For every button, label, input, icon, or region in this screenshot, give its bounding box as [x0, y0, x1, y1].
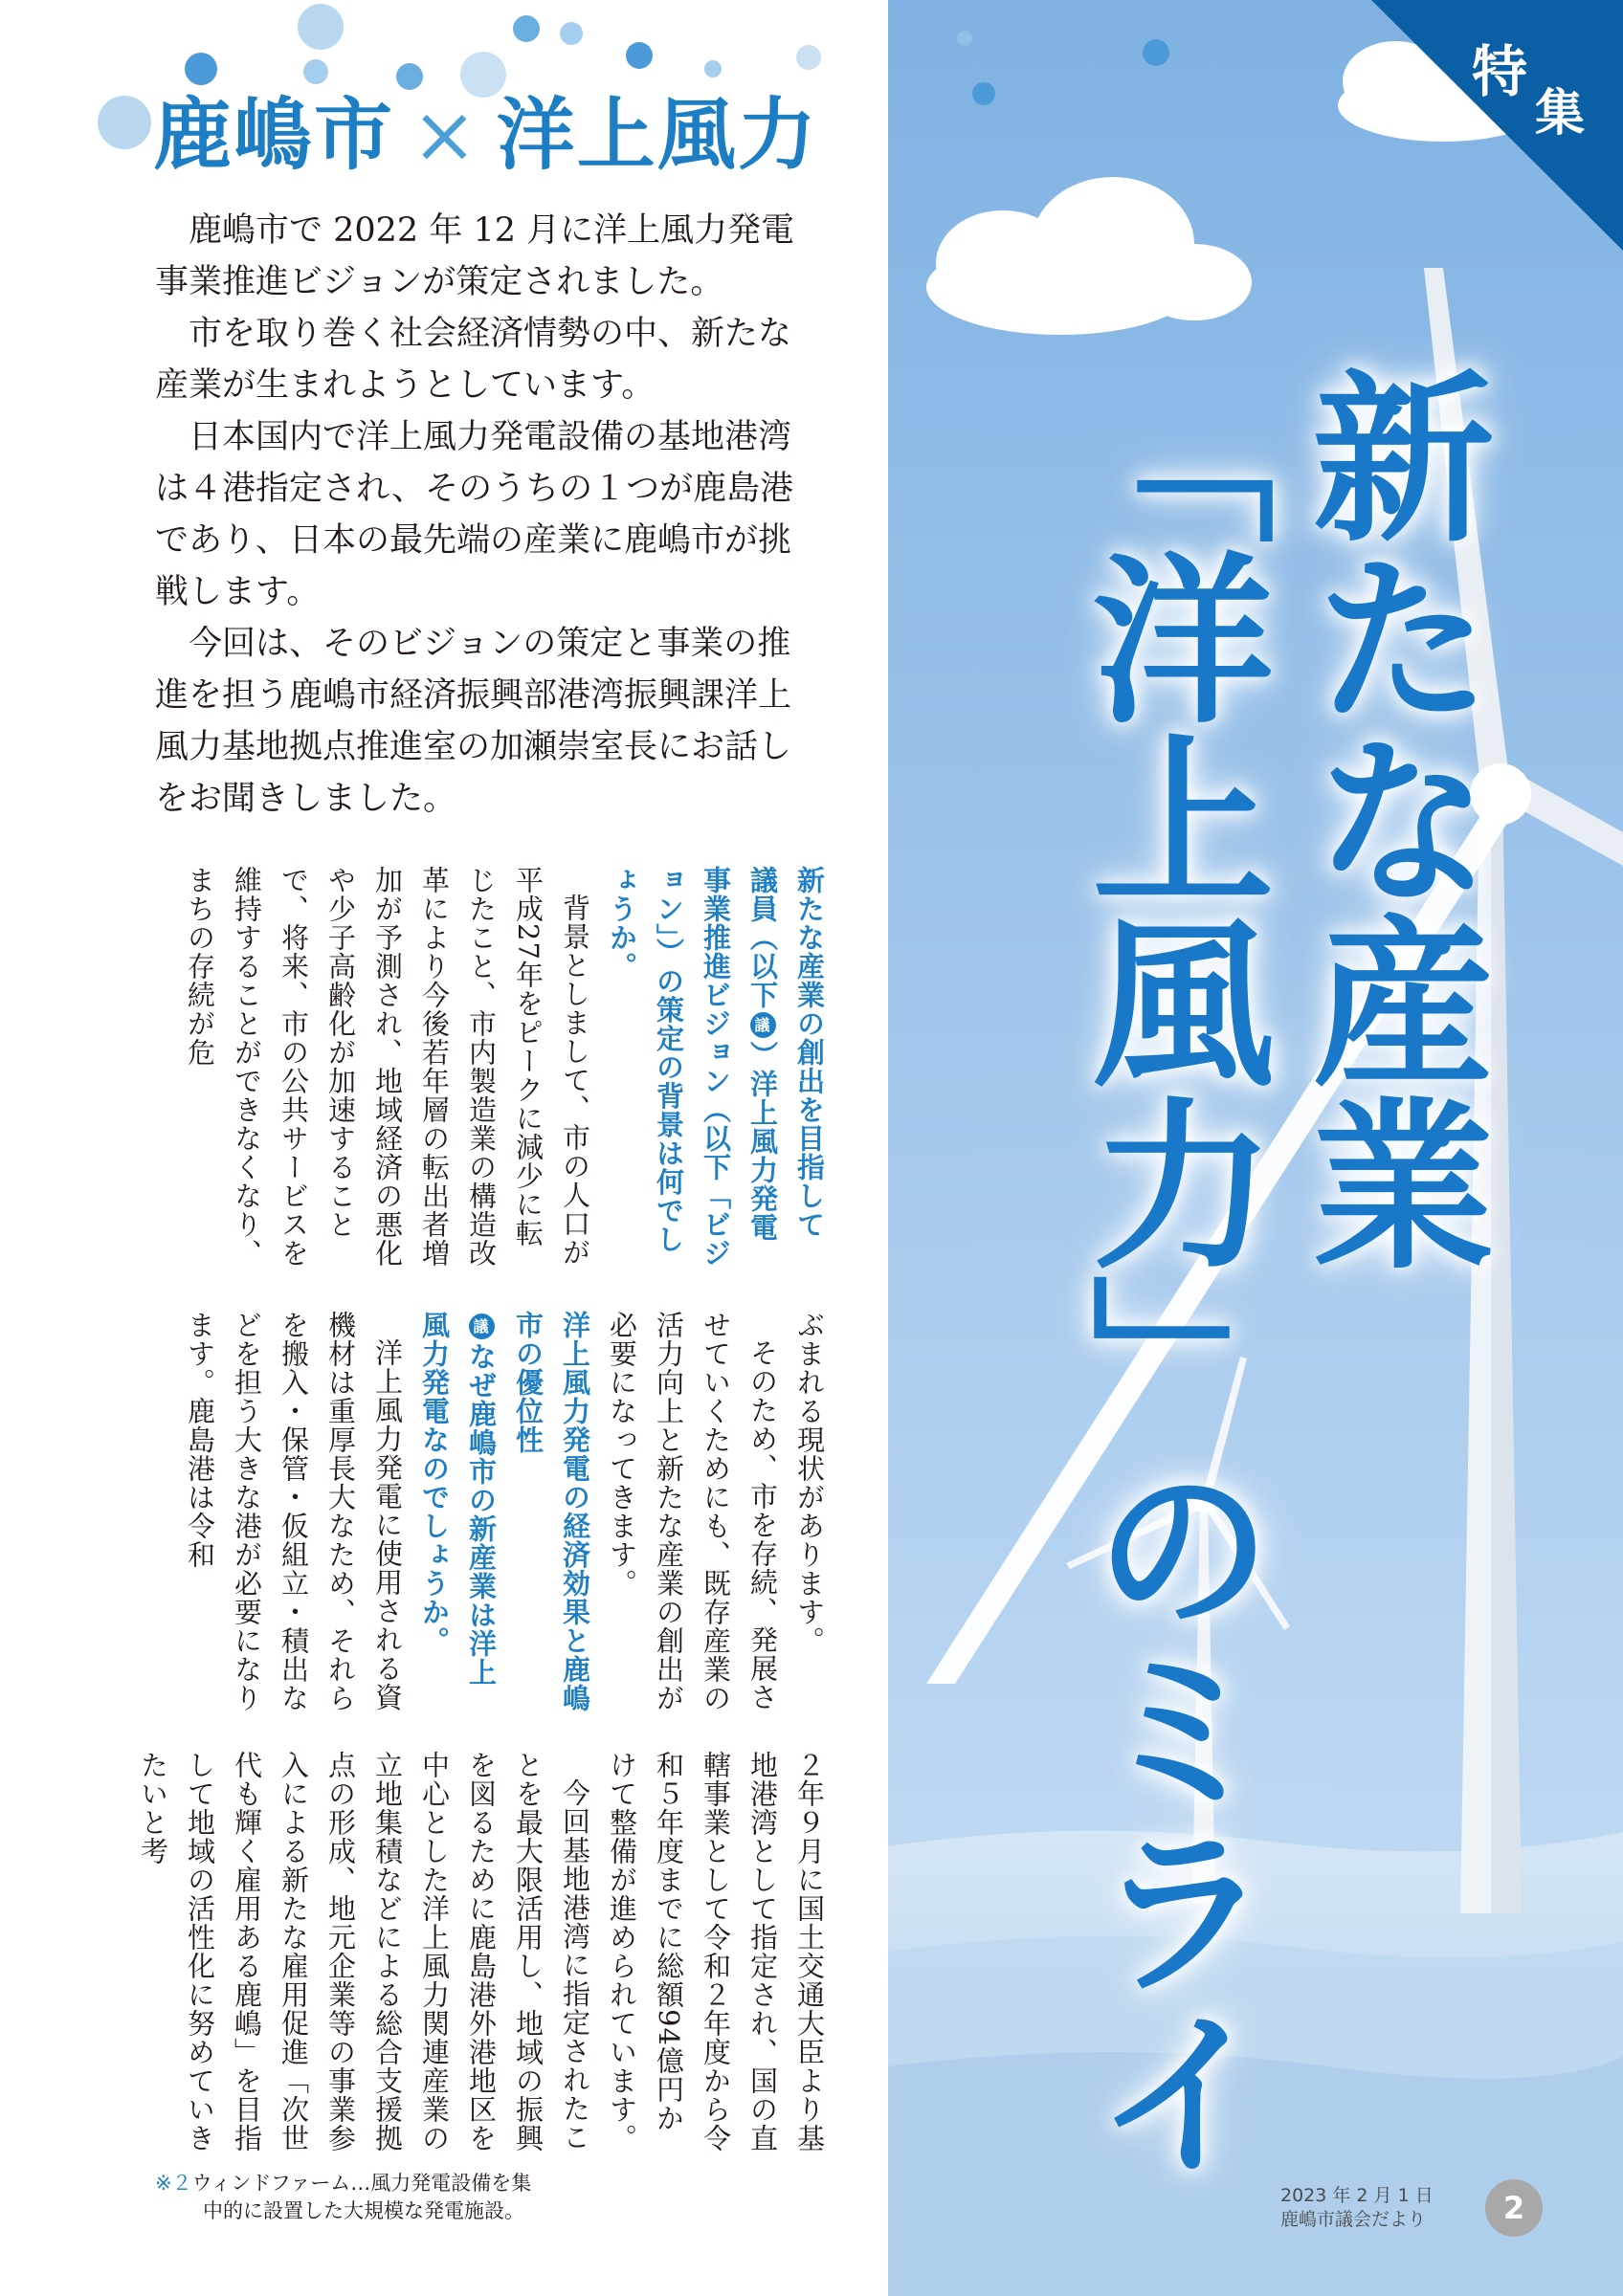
article-block-3 — [137, 1751, 833, 2152]
page-number: 2 — [1485, 2179, 1543, 2237]
intro-paragraph: 今回は、そのビジョンの策定と事業の推進を担う鹿嶋市経済振興部港湾振興課洋上風力基地拠点推進室の加瀬崇室長にお話しをお聞きしました。 — [155, 625, 792, 818]
section-heading: 洋上風力発電の経済効果と鹿嶋市の優位性 — [512, 1311, 591, 1712]
councilor-badge-icon: 議 — [469, 1314, 495, 1339]
interview-answer: 洋上風力発電に使用される資機材は重厚長大なため、それらを搬入・保管・仮組立・積出などを担う大きな港が必要になります。鹿島港は令和 — [184, 1311, 404, 1712]
footnote — [155, 2170, 634, 2225]
article-block-2 — [144, 1311, 833, 1712]
page-heading — [153, 89, 823, 181]
footnote-line: 中的に設置した大規模な発電施設。 — [203, 2199, 524, 2222]
feature-title — [1058, 364, 1499, 2229]
issue-date: 2023 年 2 月 1 日 — [1280, 2185, 1434, 2206]
question-text: ）洋上風力発電事業推進ビジョン（以下「ビジョン」）の策定の背景は何でしょうか。 — [606, 866, 779, 1268]
intro-paragraph: 鹿嶋市で 2022 年 12 月に洋上風力発電事業推進ビジョンが策定されました。 — [155, 211, 795, 301]
publication-name: 鹿嶋市議会だより — [1280, 2209, 1427, 2230]
question-text: なぜ鹿嶋市の新産業は洋上風力発電なのでしょうか。 — [418, 1311, 498, 1687]
intro-paragraph: 市を取り巻く社会経済情勢の中、新たな産業が生まれようとしています。 — [155, 315, 792, 405]
answer-continuation: ぶまれる現状があります。 — [793, 1311, 826, 1655]
intro-paragraph: 日本国内で洋上風力発電設備の基地港湾は４港指定され、そのうちの１つが鹿島港であり、日本の最先端の産業に鹿嶋市が挑戦します。 — [155, 418, 794, 611]
councilor-badge-icon: 議 — [750, 1012, 776, 1038]
feature-badge-char: 特 — [1472, 39, 1528, 104]
footnote-mark: ※２ — [155, 2172, 192, 2195]
answer-continuation: ２年９月に国土交通大臣より基地港湾として指定され、国の直轄事業として令和２年度から令和５年度までに総額94億円かけて整備が進められています。 — [606, 1751, 826, 2152]
intro-text — [155, 205, 810, 825]
answer-paragraph: そのため、市を存続、発展させていくためにも、既存産業の活力向上と新たな産業の創出が必要になってきます。 — [606, 1311, 779, 1712]
feature-badge-char: 集 — [1535, 85, 1586, 143]
section-heading: 新たな産業の創出を目指して — [793, 866, 826, 1239]
feature-title-line: 新たな産業 — [1282, 364, 1496, 1272]
feature-illustration — [888, 0, 1623, 2296]
interview-question — [411, 1311, 504, 1712]
interview-answer: 背景としまして、市の人口が平成27年をピークに減少に転じたこと、市内製造業の構造改革により今後若年層の転出者増加が予測され、地域経済の悪化や少子高齢化が加速することで、将来、市の公共サービスを維持することができなくなり、まちの存続が危 — [184, 866, 591, 1268]
footnote-line: ウィンドファーム…風力発電設備を集 — [191, 2172, 532, 2195]
answer-paragraph: 今回基地港湾に指定されたことを最大限活用し、地域の振興を図るために鹿島港外港地区を中心とした洋上風力関連産業の立地集積などによる総合支援拠点の形成、地元企業等の事業参入による新たな雇用促進「次世代も輝く雇用ある鹿嶋」を目指して地域の活性化に努めていきたいと考 — [137, 1751, 591, 2152]
heading-city: 鹿嶋市 — [153, 89, 395, 181]
heading-times-sign: × — [411, 90, 479, 181]
question-prefix: 議員（以下 — [746, 866, 779, 1009]
article-block-1 — [144, 866, 833, 1268]
feature-title-line: 「洋上風力」のミライ — [1062, 364, 1276, 2181]
interview-question — [598, 866, 786, 1268]
issue-info — [1280, 2184, 1434, 2232]
heading-offshore-wind: 洋上風力 — [496, 89, 818, 181]
